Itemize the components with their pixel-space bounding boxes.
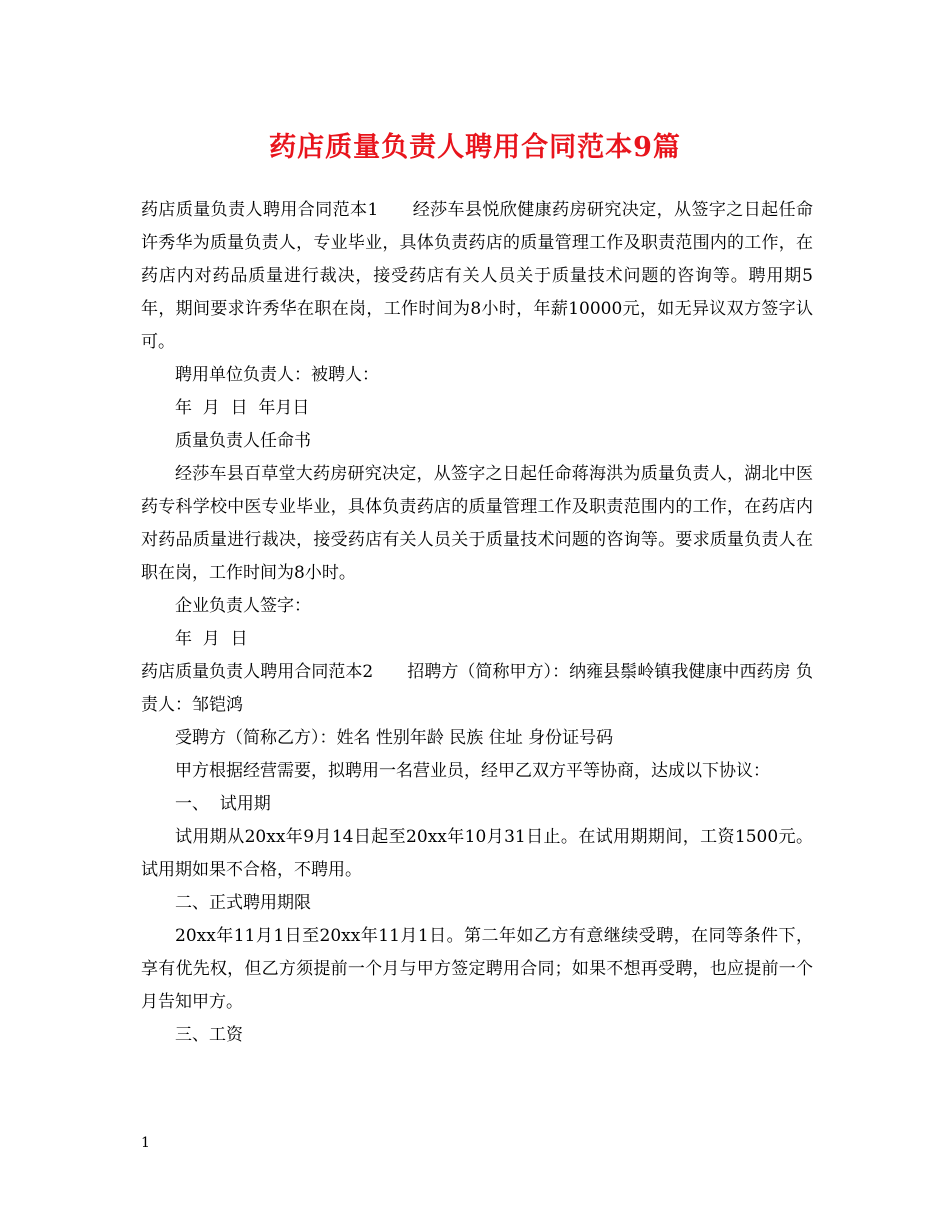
paragraph-text: 招聘方（简称甲方）：纳雍县鬃岭镇我健康中西药房 负责人：邹铠鸿 bbox=[141, 662, 813, 715]
document-body bbox=[141, 194, 813, 1052]
paragraph-text: 经莎车县悦欣健康药房研究决定，从签字之日起任命许秀华为质量负责人，专业毕业，具体负责药店的质量管理工作及职责范围内的工作，在药店内对药品质量进行裁决，接受药店有关人员关于质量技术问题的咨询等。聘用期5年，期间要求许秀华在职在岗，工作时间为8小时，年薪10000元，如无异议双方签字认可。 bbox=[141, 200, 813, 352]
paragraph-lead: 药店质量负责人聘用合同范本2 bbox=[141, 662, 374, 682]
paragraph-heading-appointment: 质量负责人任命书 bbox=[175, 431, 311, 451]
paragraph-contract-1 bbox=[141, 194, 813, 359]
paragraph-signature-line: 聘用单位负责人：被聘人： bbox=[175, 365, 379, 385]
paragraph-agreement-intro: 甲方根据经营需要，拟聘用一名营业员，经甲乙双方平等协商，达成以下协议： bbox=[175, 761, 770, 781]
paragraph-section-1-heading: 一、 试用期 bbox=[175, 794, 271, 814]
paragraph-date-line: 年 月 日 年月日 bbox=[175, 398, 310, 418]
paragraph-section-2-body: 20xx年11月1日至20xx年11月1日。第二年如乙方有意继续受聘，在同等条件下，享有优先权，但乙方须提前一个月与甲方签定聘用合同；如果不想再受聘，也应提前一个月告知甲方。 bbox=[141, 926, 813, 1012]
paragraph-section-2-heading: 二、正式聘用期限 bbox=[175, 893, 311, 913]
paragraph-section-3-heading: 三、工资 bbox=[175, 1025, 243, 1045]
paragraph-enterprise-signature: 企业负责人签字： bbox=[175, 596, 311, 616]
paragraph-section-1-body: 试用期从20xx年9月14日起至20xx年10月31日止。在试用期期间，工资1500元。试用期如果不合格，不聘用。 bbox=[141, 827, 813, 880]
paragraph-contract-2 bbox=[141, 656, 813, 722]
document-title: 药店质量负责人聘用合同范本9篇 bbox=[269, 132, 681, 163]
paragraph-date-line-2: 年 月 日 bbox=[175, 629, 248, 649]
paragraph-appointment-body: 经莎车县百草堂大药房研究决定，从签字之日起任命蒋海洪为质量负责人，湖北中医药专科学校中医专业毕业，具体负责药店的质量管理工作及职责范围内的工作，在药店内对药品质量进行裁决，接受药店有关人员关于质量技术问题的咨询等。要求质量负责人在职在岗，工作时间为8小时。 bbox=[141, 464, 813, 583]
paragraph-party-b: 受聘方（简称乙方）：姓名 性别年龄 民族 住址 身份证号码 bbox=[175, 728, 614, 748]
page-number: 1 bbox=[141, 1135, 150, 1151]
paragraph-lead: 药店质量负责人聘用合同范本1 bbox=[141, 200, 379, 220]
